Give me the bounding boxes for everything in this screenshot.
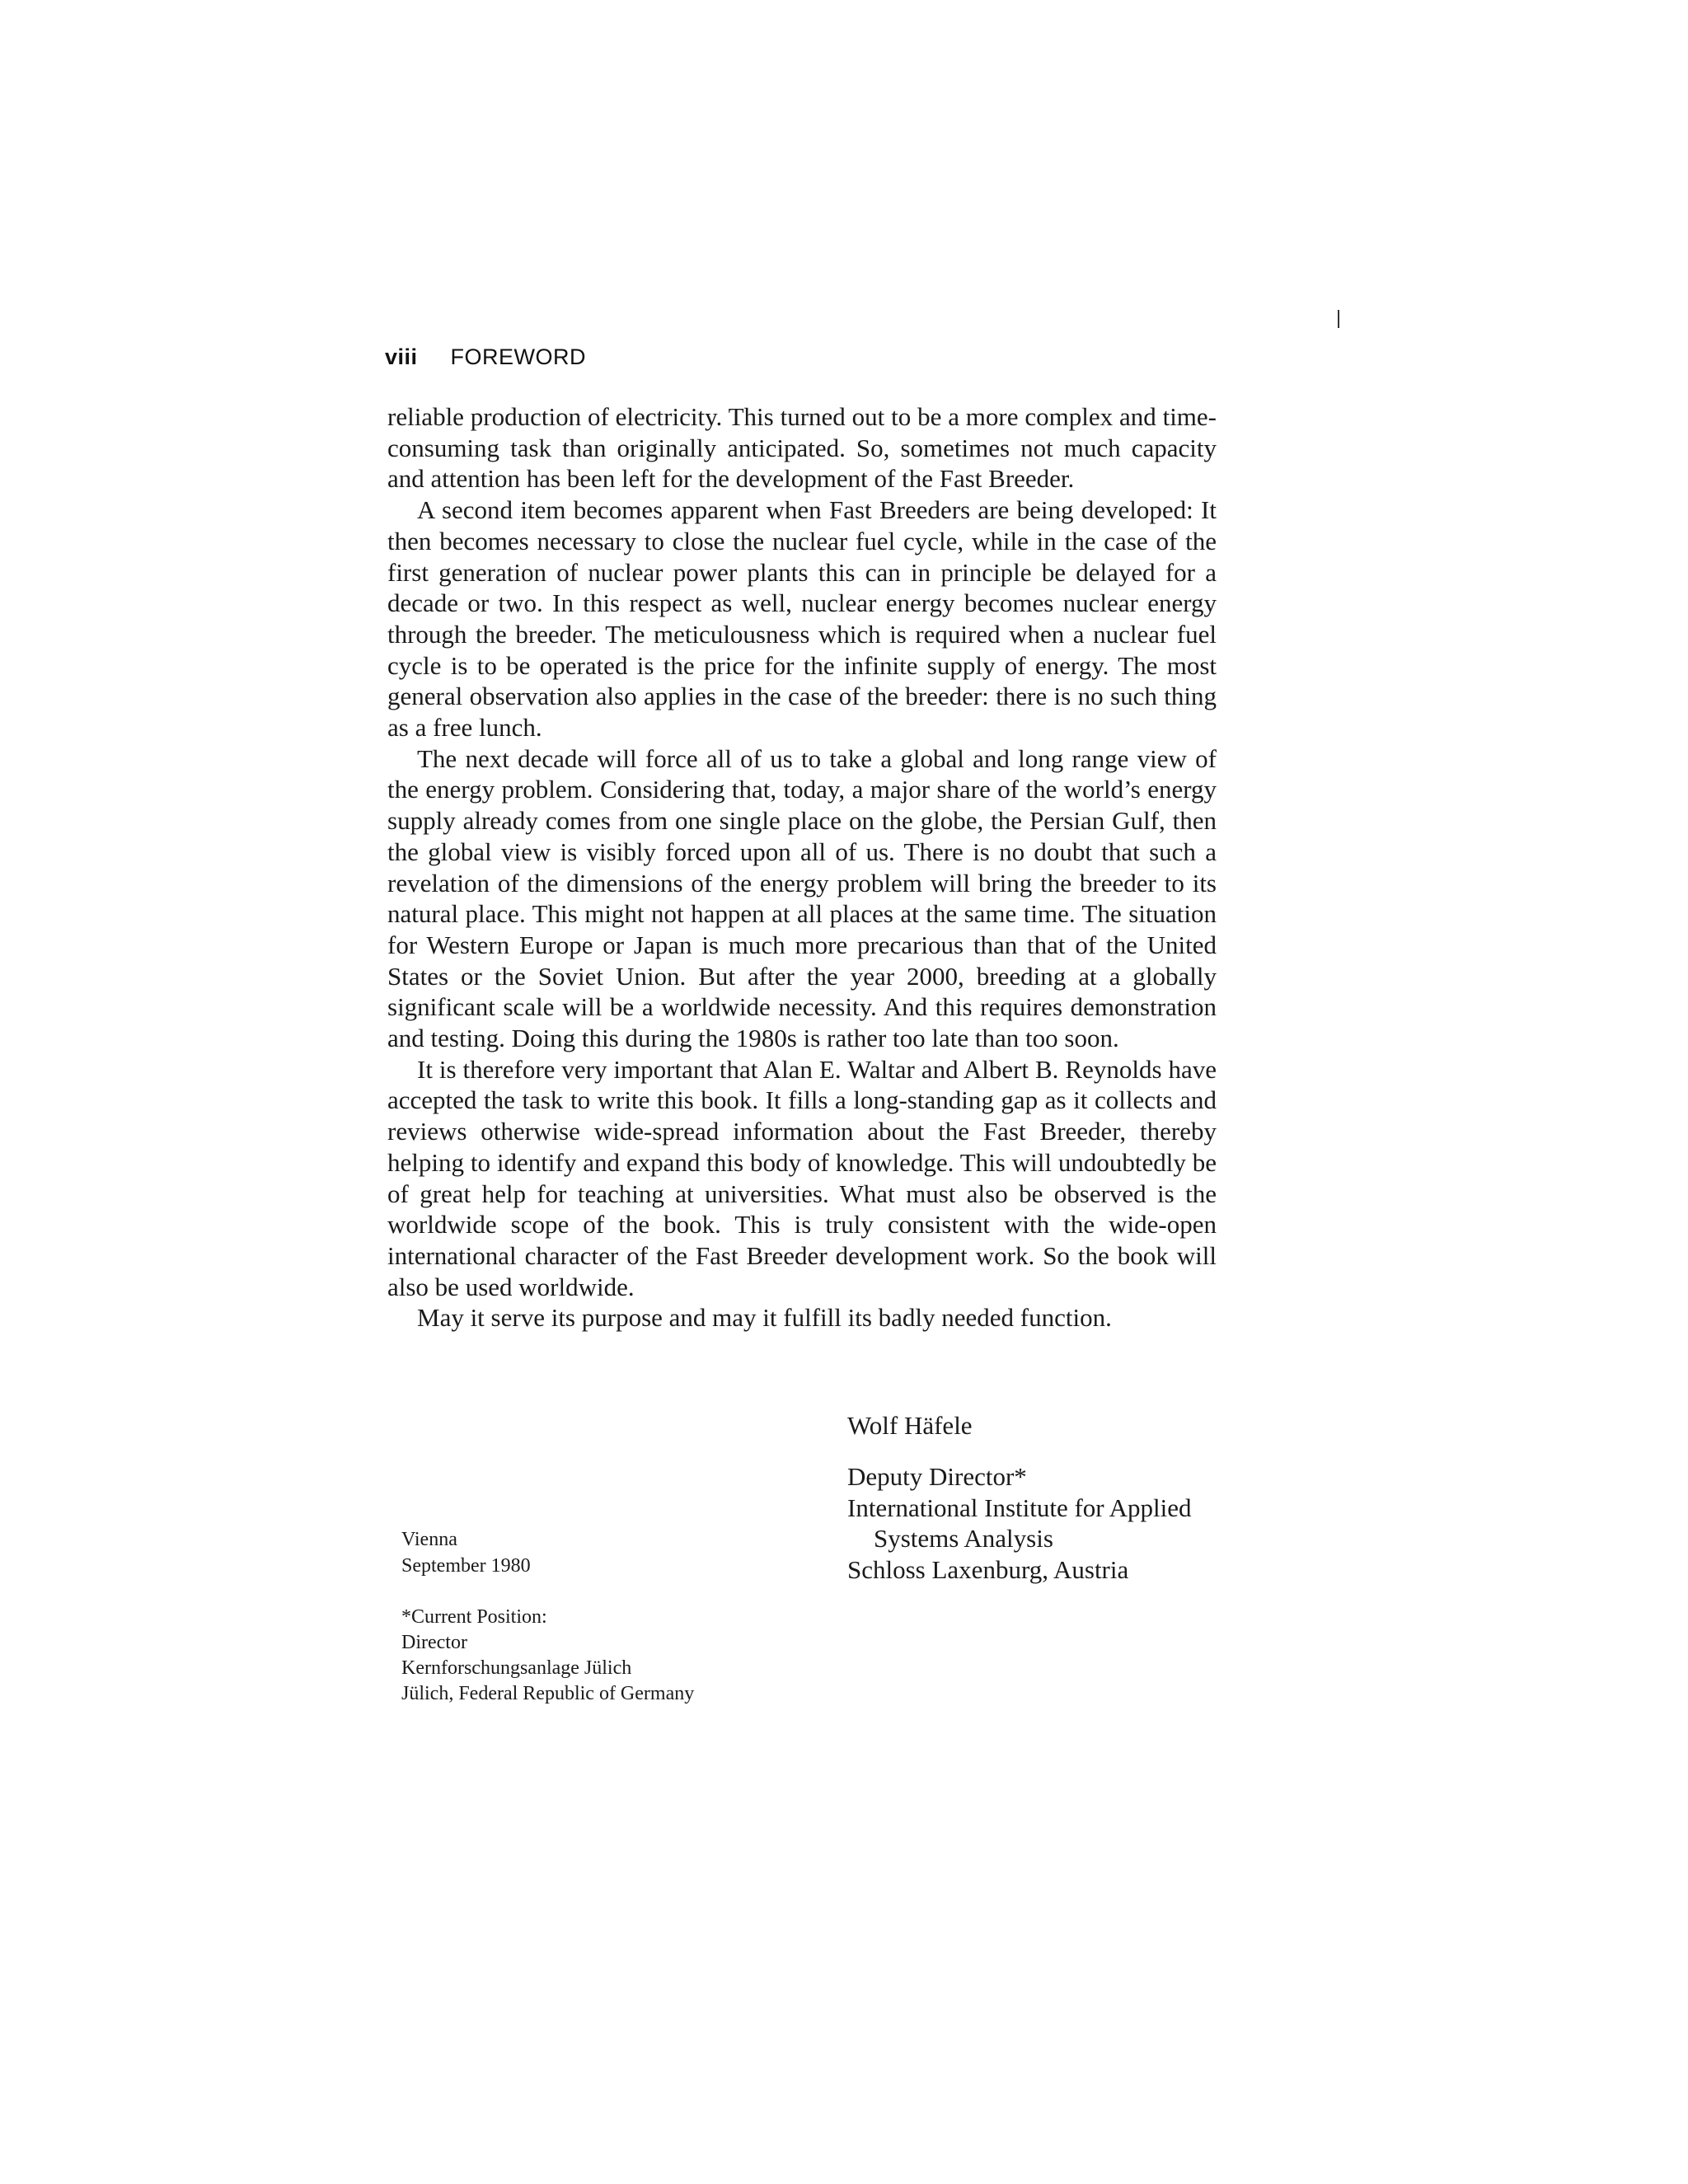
page-number: viii	[385, 344, 418, 369]
page-header	[385, 344, 586, 370]
foreword-body	[387, 401, 1217, 1333]
footnote-line: Director	[401, 1632, 467, 1653]
paragraph: A second item becomes apparent when Fast Breeders are being developed: It then becomes necessary to close the nuclear fuel cycle, while in the case of the first generation of nuclear power plants this can in principle be delayed for a decade or two. In this respect as well, nuclear energy becomes nuclear energy through the breeder. The meticulousness which is required when a nuclear fuel cycle is to be operated is the price for the infinite supply of energy. The most general observation also applies in the case of the breeder: there is no such thing as a free lunch.	[387, 495, 1217, 743]
institution-location: Schloss Laxenburg, Austria	[847, 1554, 1129, 1584]
running-head: FOREWORD	[450, 344, 587, 369]
paragraph: The next decade will force all of us to take a global and long range view of the energy problem. Considering that, today, a major share of the world’s energy supply already comes from one single place on the globe, the Persian Gulf, then the global view is visibly forced upon all of us. There is no doubt that such a revelation of the dimensions of the energy problem will bring the breeder to its natural place. This might not happen at all places at the same time. The situation for Western Europe or Japan is much more precarious than that of the United States or the Soviet Union. But after the year 2000, breeding at a globally significant scale will be a worldwide necessity. And this requires demonstration and testing. Doing this during the 1980s is rather too late than too soon.	[387, 743, 1217, 1053]
footnote-line: Jülich, Federal Republic of Germany	[401, 1683, 695, 1704]
footnote-line: Kernforschungsanlage Jülich	[401, 1657, 632, 1679]
place: Vienna	[401, 1529, 457, 1550]
institution-line-continued: Systems Analysis	[874, 1524, 1053, 1553]
signatory-name: Wolf Häfele	[847, 1411, 973, 1440]
scan-artifact-mark	[1338, 310, 1339, 328]
place-and-date	[401, 1526, 531, 1579]
date: September 1980	[401, 1555, 531, 1577]
institution-line: International Institute for Applied	[847, 1493, 1192, 1522]
signatory-title: Deputy Director*	[847, 1462, 1027, 1491]
signatory-affiliation	[847, 1461, 1243, 1585]
paragraph: It is therefore very important that Alan E. Waltar and Albert B. Reynolds have accepted the task to write this book. It fills a long-standing gap as it collects and reviews otherwise wide-spread information about the Fast Breeder, thereby helping to identify and expand this body of knowledge. This will undoubtedly be of great help for teaching at universities. What must also be observed is the worldwide scope of the book. This is truly consistent with the wide-open international character of the Fast Breeder development work. So the book will also be used worldwide.	[387, 1054, 1217, 1301]
footnote-line: *Current Position:	[401, 1606, 547, 1628]
paragraph-continuation: reliable production of electricity. This turned out to be a more complex and time-consuming task than originally anticipated. So, sometimes not much capacity and attention has been left for the development of the Fast Breeder.	[387, 402, 1217, 494]
paragraph: May it serve its purpose and may it fulfill its badly needed function.	[417, 1303, 1112, 1333]
footnote	[401, 1605, 694, 1707]
